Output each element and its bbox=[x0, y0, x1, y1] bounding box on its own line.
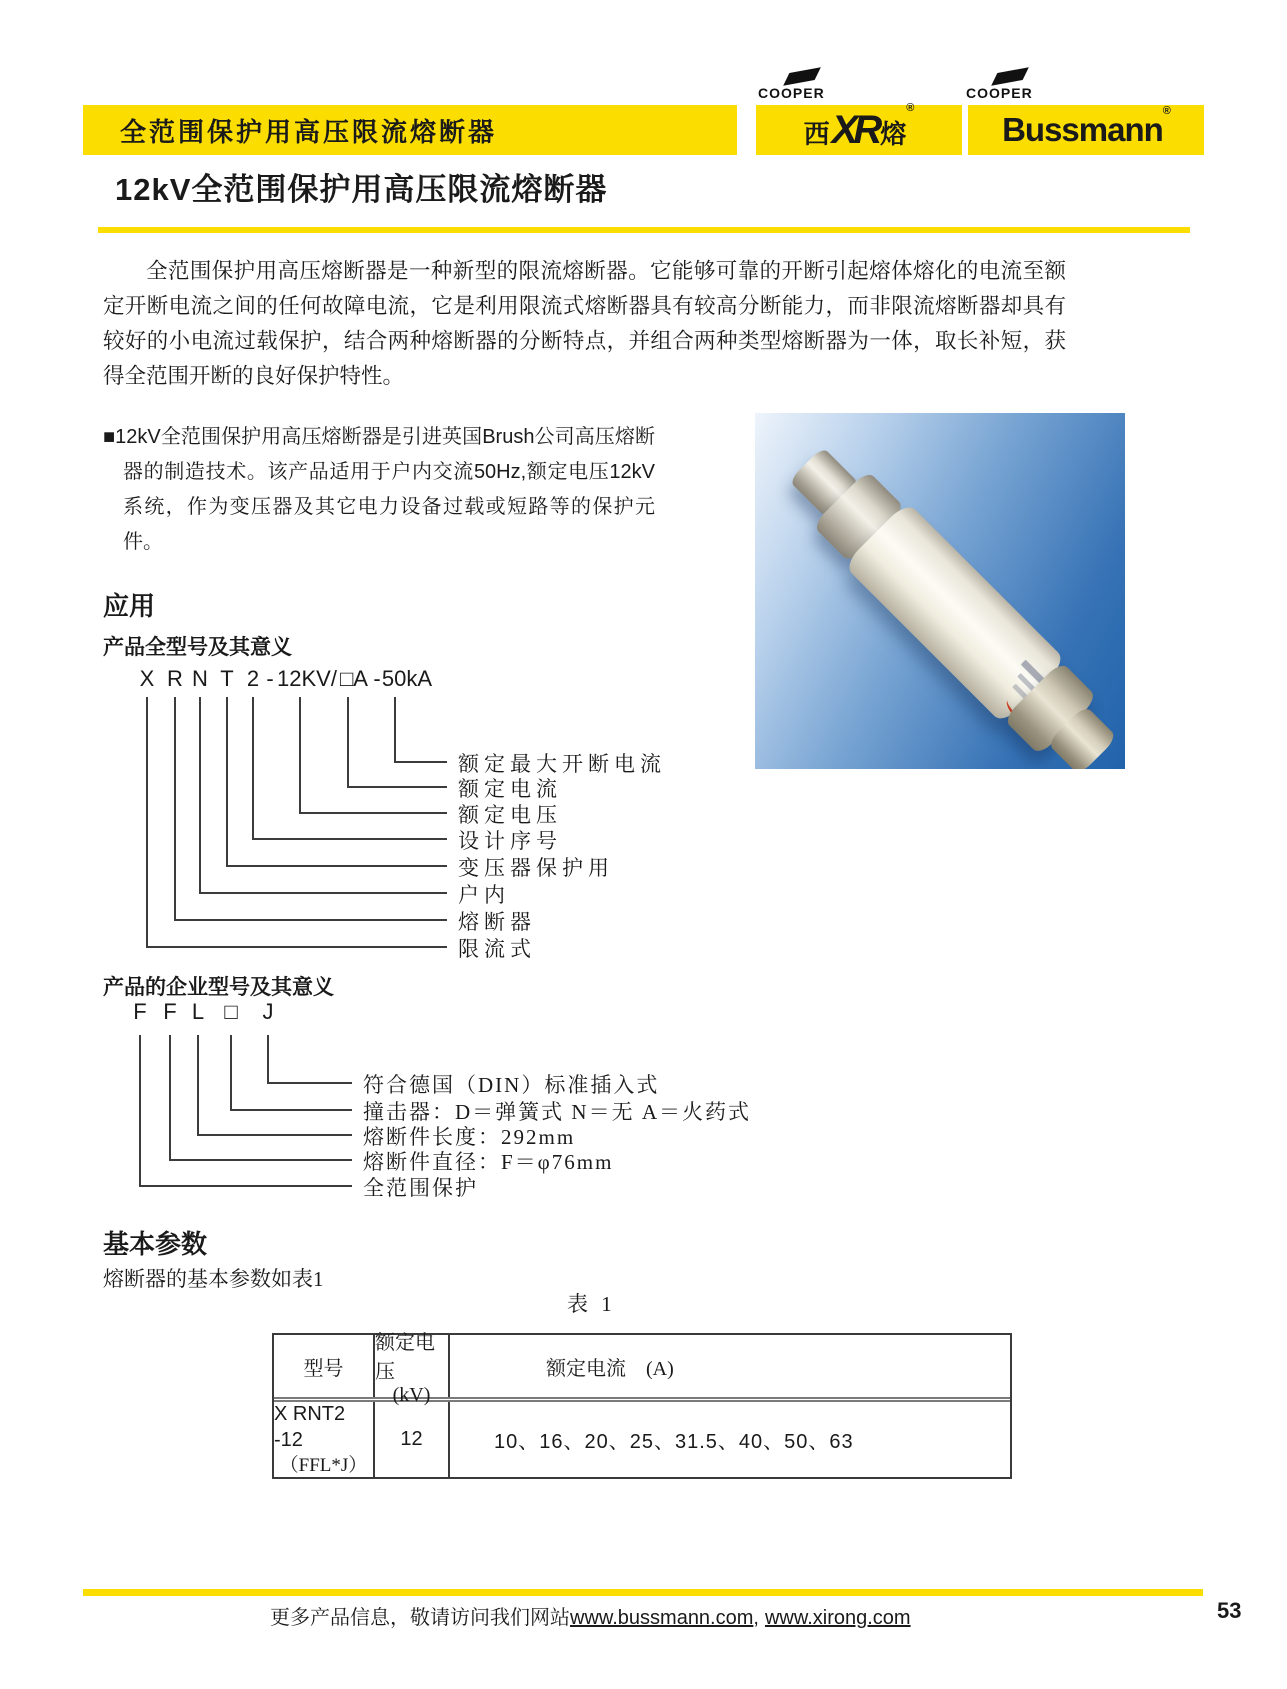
cooper-logo bbox=[758, 70, 848, 101]
model-code-token: □ bbox=[224, 999, 238, 1024]
cooper-label: COOPER bbox=[966, 85, 1033, 101]
model-code-token: F bbox=[133, 999, 147, 1024]
model-meaning-label: 户内 bbox=[458, 883, 510, 907]
cooper-flag-icon bbox=[991, 67, 1029, 86]
title-underline bbox=[98, 227, 1190, 233]
model-code-token: L bbox=[191, 999, 205, 1024]
footer-text bbox=[270, 1601, 911, 1630]
bussmann-logo: Bussmann® bbox=[1002, 105, 1170, 148]
model-code-token: 2 bbox=[246, 666, 260, 691]
model-code-token: - bbox=[373, 666, 381, 691]
header-category-bar bbox=[83, 105, 737, 155]
full-model-subheading: 产品全型号及其意义 bbox=[103, 636, 292, 659]
footer-link-bussmann[interactable]: www.bussmann.com bbox=[570, 1607, 754, 1629]
product-photo bbox=[755, 413, 1125, 769]
cell-model: X RNT2 -12 （FFL*J） bbox=[274, 1402, 375, 1477]
bullet-square-icon: ■ bbox=[103, 426, 116, 448]
parameters-table bbox=[272, 1333, 1012, 1479]
model-meaning-label: 额定最大开断电流 bbox=[458, 752, 666, 776]
bussmann-logo-box bbox=[968, 105, 1204, 155]
footer-rule bbox=[83, 1589, 1203, 1596]
cell-rated-voltage: 12 bbox=[375, 1402, 450, 1477]
model-code-token: - bbox=[266, 666, 274, 691]
table-row bbox=[274, 1402, 1010, 1477]
feature-text: 12kV全范围保护用高压熔断器是引进英国Brush公司高压熔断器的制造技术。该产品适用于户内交流50Hz,额定电压12kV系统，作为变压器及其它电力设备过载或短路等的保护元件。 bbox=[115, 426, 655, 553]
model-meaning-label: 熔断件直径：F＝φ76mm bbox=[363, 1150, 614, 1174]
model-code-token: 50kA bbox=[381, 666, 433, 691]
model-meaning-label: 符合德国（DIN）标准插入式 bbox=[363, 1073, 660, 1097]
basic-params-note: 熔断器的基本参数如表1 bbox=[103, 1267, 324, 1291]
page-title: 12kV全范围保护用高压限流熔断器 bbox=[115, 172, 608, 207]
model-meaning-label: 额定电流 bbox=[458, 777, 562, 801]
xirong-logo-box bbox=[756, 101, 962, 155]
model-meaning-label: 撞击器：D＝弹簧式 N＝无 A＝火药式 bbox=[363, 1100, 751, 1124]
model-meaning-label: 全范围保护 bbox=[363, 1176, 478, 1200]
model-code-token: N bbox=[192, 666, 208, 691]
model-code-token: 12KV/ bbox=[277, 666, 337, 691]
header-rated-current: 额定电流 (A) bbox=[546, 1357, 674, 1380]
company-model-subheading: 产品的企业型号及其意义 bbox=[103, 976, 334, 999]
cooper-label: COOPER bbox=[758, 85, 825, 101]
model-meaning-label: 熔断器 bbox=[458, 910, 536, 934]
footer-separator: , bbox=[753, 1607, 759, 1629]
model-code-token: X bbox=[139, 666, 155, 691]
model-code-token: □A bbox=[340, 666, 368, 691]
footer-link-xirong[interactable]: www.xirong.com bbox=[764, 1607, 911, 1629]
table-caption: 表 1 bbox=[567, 1292, 616, 1316]
cooper-flag-icon bbox=[783, 67, 821, 86]
header-category-title: 全范围保护用高压限流熔断器 bbox=[120, 116, 498, 147]
cooper-logo bbox=[966, 70, 1056, 101]
model-code-token: T bbox=[220, 666, 234, 691]
model-meaning-label: 熔断件长度：292mm bbox=[363, 1125, 576, 1149]
model-code-token: F bbox=[163, 999, 177, 1024]
feature-bullet bbox=[103, 420, 655, 560]
page-number: 53 bbox=[1217, 1598, 1242, 1623]
model-meaning-label: 限流式 bbox=[458, 937, 536, 961]
model-meaning-label: 设计序号 bbox=[458, 829, 562, 853]
model-meaning-label: 额定电压 bbox=[458, 803, 562, 827]
intro-paragraph: 全范围保护用高压熔断器是一种新型的限流熔断器。它能够可靠的开断引起熔体熔化的电流至额定开断电流之间的任何故障电流，它是利用限流式熔断器具有较高分断能力，而非限流熔断器却具有较好的小电流过载保护，结合两种熔断器的分断特点，并组合两种类型熔断器为一体，取长补短，获得全范围开断的良好保护特性。 bbox=[103, 259, 1066, 388]
xirong-logo: 西XR 熔® bbox=[803, 101, 915, 152]
header-model: 型号 bbox=[274, 1335, 375, 1397]
model-meaning-label: 变压器保护用 bbox=[458, 856, 614, 880]
model-code-token: R bbox=[167, 666, 183, 691]
basic-params-heading: 基本参数 bbox=[103, 1229, 208, 1259]
application-heading: 应用 bbox=[103, 591, 156, 621]
table-header-row bbox=[274, 1331, 1010, 1406]
fuse-image bbox=[765, 423, 1125, 769]
header-rated-voltage: 额定电压 (kV) bbox=[375, 1335, 450, 1397]
model-code-token: J bbox=[262, 999, 274, 1024]
footer-prefix: 更多产品信息，敬请访问我们网站 bbox=[270, 1607, 570, 1629]
cell-rated-currents: 10、16、20、25、31.5、40、50、63 bbox=[494, 1431, 854, 1453]
